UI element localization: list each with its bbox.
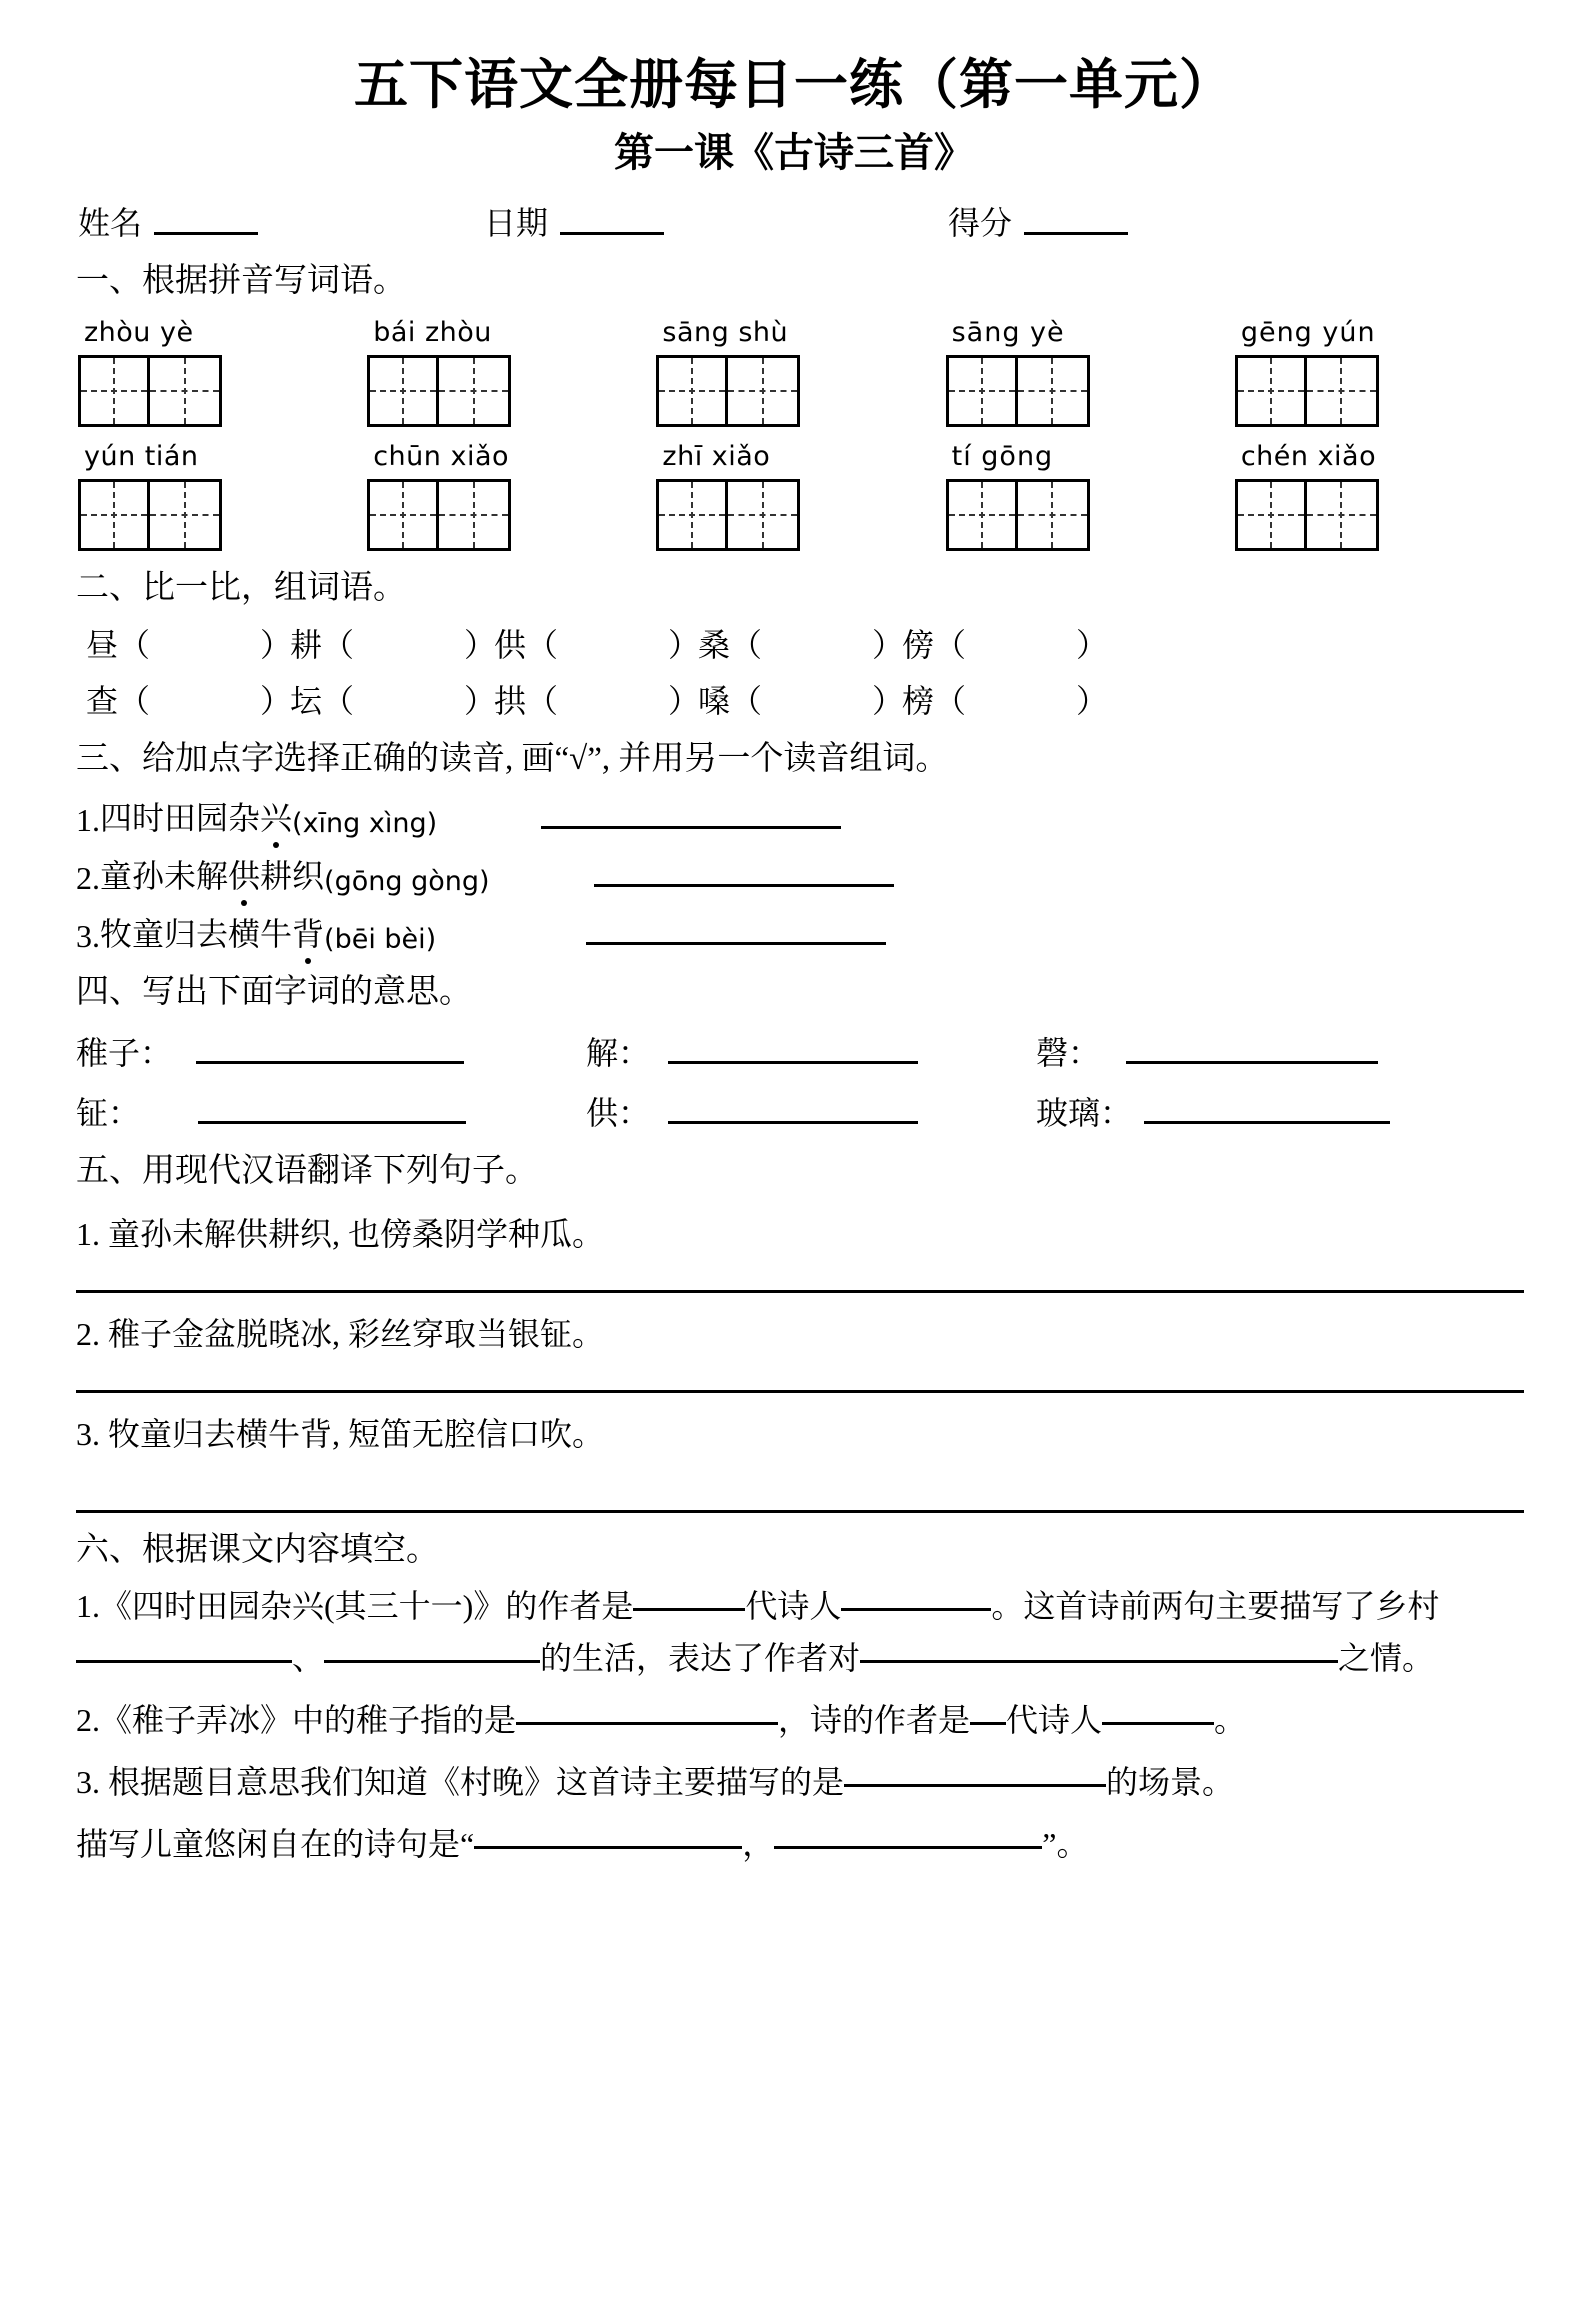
fill-item-4 (64, 1819, 1524, 1871)
paren-close: ） (464, 682, 497, 719)
fill-item-2 (64, 1695, 1524, 1747)
meaning-item (586, 1088, 1036, 1134)
fill-text: 代诗人 (745, 1588, 842, 1625)
answer-blank[interactable] (594, 883, 894, 887)
pinyin-label: yún tián (84, 440, 199, 472)
fill-text: 1.《四时田园杂兴(其三十一)》的作者是 (76, 1588, 634, 1625)
tianzige-box[interactable] (656, 479, 728, 551)
score-blank[interactable] (1024, 231, 1128, 235)
translate-item-2: 2. 稚子金盆脱晓冰, 彩丝穿取当银钲。 (76, 1315, 605, 1352)
paren-close: ） (1076, 626, 1109, 663)
fill-text: 之情。 (1338, 1640, 1435, 1677)
tianzige-box[interactable] (78, 479, 150, 551)
score-field-group[interactable] (948, 198, 1132, 244)
tianzige-box[interactable] (1235, 355, 1307, 427)
meaning-row-2 (64, 1088, 1524, 1134)
paren-close: ） (872, 626, 905, 663)
pinyin-label: sāng shù (662, 316, 789, 348)
item-number: 3. (76, 917, 100, 954)
pinyin-cell (367, 317, 656, 427)
fill-blank[interactable] (76, 1659, 292, 1663)
compare-char: 查 (86, 682, 119, 719)
pronunciation-item-2 (64, 851, 1524, 897)
fill-text: ，诗的作者是 (778, 1702, 971, 1739)
fill-text: 的场景。 (1106, 1763, 1235, 1800)
meaning-item (1036, 1088, 1476, 1134)
tianzige-group[interactable] (1235, 355, 1524, 427)
pinyin-cell (946, 441, 1235, 551)
pinyin-choices[interactable]: (bēi bèi) (324, 923, 437, 955)
meaning-label: 玻璃： (1036, 1094, 1133, 1131)
section-3-heading: 三、给加点字选择正确的读音, 画“√”, 并用另一个读音组词。 (76, 740, 949, 777)
pinyin-row-2 (64, 441, 1524, 551)
meaning-label: 钲： (76, 1094, 141, 1131)
meaning-row-1 (64, 1028, 1524, 1074)
pinyin-cell (367, 441, 656, 551)
tianzige-box[interactable] (728, 479, 800, 551)
meaning-item (76, 1028, 586, 1074)
section-4-heading: 四、写出下面字词的意思。 (76, 973, 472, 1010)
answer-blank[interactable] (541, 825, 841, 829)
paren-open: （ (322, 626, 355, 663)
tianzige-box[interactable] (439, 355, 511, 427)
tianzige-box[interactable] (946, 355, 1018, 427)
meaning-blank[interactable] (668, 1060, 918, 1064)
fill-blank[interactable] (774, 1845, 1042, 1849)
fill-text: 代诗人 (1006, 1702, 1103, 1739)
page-title: 五下语文全册每日一练（第一单元） (354, 55, 1234, 115)
date-blank[interactable] (560, 231, 664, 235)
paren-close: ） (668, 682, 701, 719)
translate-answer-rule[interactable] (76, 1389, 1524, 1393)
meaning-label: 解： (586, 1034, 651, 1071)
pinyin-label: tí gōng (951, 440, 1054, 472)
pinyin-label: chén xiǎo (1240, 440, 1377, 472)
pinyin-row-1 (64, 317, 1524, 427)
compare-char: 拱 (494, 682, 527, 719)
fill-text: 的生活，表达了作者对 (540, 1640, 861, 1677)
name-field-group[interactable] (78, 198, 262, 244)
fill-blank[interactable] (841, 1607, 991, 1611)
compare-char: 供 (494, 626, 527, 663)
translate-item-1: 1. 童孙未解供耕织, 也傍桑阴学种瓜。 (76, 1215, 605, 1252)
compare-char: 昼 (86, 626, 119, 663)
tianzige-box[interactable] (78, 355, 150, 427)
pinyin-cell (78, 441, 367, 551)
compare-char: 耕 (290, 626, 323, 663)
fill-blank[interactable] (970, 1721, 1006, 1725)
pinyin-choices[interactable]: (gōng gòng) (324, 865, 490, 897)
tianzige-group[interactable] (78, 355, 367, 427)
paren-open: （ (730, 682, 763, 719)
paren-close: ） (872, 682, 905, 719)
fill-item-3 (64, 1757, 1524, 1809)
fill-text: 、 (292, 1640, 325, 1677)
student-meta-row (64, 198, 1524, 244)
fill-text: 。这首诗前两句主要描写了乡村 (991, 1588, 1440, 1625)
tianzige-box[interactable] (656, 355, 728, 427)
paren-close: ） (260, 682, 293, 719)
pronunciation-item-1 (64, 793, 1524, 839)
date-field-group[interactable] (484, 198, 668, 244)
compare-row-2 (64, 676, 1524, 722)
tianzige-box[interactable] (946, 479, 1018, 551)
translate-answer-rule[interactable] (76, 1509, 1524, 1513)
compare-char: 嗓 (698, 682, 731, 719)
compare-item[interactable] (902, 620, 1109, 666)
translate-answer-rule[interactable] (76, 1289, 1524, 1293)
fill-blank[interactable] (324, 1659, 540, 1663)
meaning-label: 供： (586, 1094, 651, 1131)
section-2-heading: 二、比一比，组词语。 (76, 569, 406, 606)
compare-item[interactable] (86, 676, 293, 722)
pinyin-label: sāng yè (951, 316, 1065, 348)
item-text-pre: 童孙未解 (100, 857, 229, 894)
fill-text: 2.《稚子弄冰》中的稚子指的是 (76, 1702, 517, 1739)
compare-char: 榜 (902, 682, 935, 719)
fill-blank[interactable] (516, 1721, 778, 1725)
name-label: 姓名 (78, 205, 143, 242)
pinyin-label: zhòu yè (84, 316, 194, 348)
pinyin-cell (1235, 317, 1524, 427)
item-number: 2. (76, 859, 100, 896)
tianzige-group[interactable] (367, 355, 656, 427)
section-6-heading: 六、根据课文内容填空。 (76, 1531, 439, 1568)
fill-blank[interactable] (1102, 1721, 1214, 1725)
paren-open: （ (526, 626, 559, 663)
compare-item[interactable] (86, 620, 293, 666)
fill-item-1 (64, 1581, 1524, 1685)
paren-close: ） (464, 626, 497, 663)
date-label: 日期 (484, 205, 549, 242)
item-number: 1. (76, 801, 100, 838)
pinyin-label: bái zhòu (373, 316, 492, 348)
compare-char: 坛 (290, 682, 323, 719)
pinyin-cell (946, 317, 1235, 427)
fill-blank[interactable] (860, 1659, 1122, 1663)
tianzige-group[interactable] (367, 479, 656, 551)
tianzige-group[interactable] (946, 355, 1235, 427)
compare-item[interactable] (902, 676, 1109, 722)
compare-item[interactable] (290, 676, 497, 722)
pronunciation-item-3 (64, 909, 1524, 955)
compare-char: 桑 (698, 626, 731, 663)
meaning-blank[interactable] (198, 1120, 466, 1124)
dotted-character: 兴 (260, 793, 292, 839)
tianzige-group[interactable] (656, 479, 945, 551)
meaning-item (76, 1088, 586, 1134)
compare-row-1 (64, 620, 1524, 666)
section-5-heading: 五、用现代汉语翻译下列句子。 (76, 1152, 538, 1189)
dotted-character: 供 (228, 851, 260, 897)
fill-text: 描写儿童悠闲自在的诗句是“ (76, 1825, 475, 1862)
fill-text: ”。 (1042, 1825, 1089, 1862)
paren-open: （ (934, 682, 967, 719)
tianzige-box[interactable] (367, 355, 439, 427)
paren-close: ） (1076, 682, 1109, 719)
tianzige-box[interactable] (728, 355, 800, 427)
tianzige-box[interactable] (1307, 479, 1379, 551)
meaning-item (1036, 1028, 1476, 1074)
tianzige-box[interactable] (1018, 355, 1090, 427)
paren-close: ） (260, 626, 293, 663)
meaning-blank[interactable] (196, 1060, 464, 1064)
tianzige-box[interactable] (439, 479, 511, 551)
compare-item[interactable] (698, 676, 905, 722)
pinyin-cell (1235, 441, 1524, 551)
tianzige-group[interactable] (946, 479, 1235, 551)
tianzige-box[interactable] (150, 479, 222, 551)
section-1-heading: 一、根据拼音写词语。 (76, 263, 406, 300)
fill-blank[interactable] (633, 1607, 745, 1611)
item-text-pre: 四时田园杂 (100, 799, 261, 836)
tianzige-group[interactable] (1235, 479, 1524, 551)
page-subtitle: 第一课《古诗三首》 (614, 130, 974, 176)
pinyin-label: gēng yún (1240, 316, 1376, 348)
fill-blank[interactable] (844, 1783, 1106, 1787)
meaning-item (586, 1028, 1036, 1074)
dotted-character: 背 (292, 909, 324, 955)
paren-open: （ (322, 682, 355, 719)
item-text-post: 耕织 (260, 857, 325, 894)
item-text-pre: 牧童归去横牛 (100, 915, 293, 952)
pinyin-cell (656, 441, 945, 551)
tianzige-box[interactable] (1235, 479, 1307, 551)
compare-item[interactable] (494, 620, 701, 666)
meaning-blank[interactable] (1144, 1120, 1390, 1124)
meaning-label: 稚子： (76, 1034, 173, 1071)
meaning-blank[interactable] (668, 1120, 918, 1124)
compare-item[interactable] (290, 620, 497, 666)
fill-text: ， (742, 1825, 775, 1862)
pinyin-label: chūn xiǎo (373, 440, 510, 472)
answer-blank[interactable] (586, 941, 886, 945)
tianzige-box[interactable] (150, 355, 222, 427)
compare-item[interactable] (698, 620, 905, 666)
tianzige-box[interactable] (1018, 479, 1090, 551)
meaning-blank[interactable] (1126, 1060, 1378, 1064)
fill-text: 3. 根据题目意思我们知道《村晚》这首诗主要描写的是 (76, 1763, 845, 1800)
tianzige-box[interactable] (367, 479, 439, 551)
pinyin-cell (78, 317, 367, 427)
score-label: 得分 (948, 205, 1013, 242)
paren-open: （ (934, 626, 967, 663)
paren-open: （ (526, 682, 559, 719)
tianzige-group[interactable] (656, 355, 945, 427)
meaning-label: 磬： (1036, 1034, 1101, 1071)
pinyin-choices[interactable]: (xīng xìng) (292, 807, 438, 839)
pinyin-cell (656, 317, 945, 427)
compare-item[interactable] (494, 676, 701, 722)
worksheet-page (0, 54, 1588, 2300)
tianzige-box[interactable] (1307, 355, 1379, 427)
paren-open: （ (118, 682, 151, 719)
paren-open: （ (118, 626, 151, 663)
compare-char: 傍 (902, 626, 935, 663)
fill-text: 。 (1214, 1702, 1247, 1739)
translate-item-3: 3. 牧童归去横牛背, 短笛无腔信口吹。 (76, 1415, 605, 1452)
tianzige-group[interactable] (78, 479, 367, 551)
paren-open: （ (730, 626, 763, 663)
pinyin-label: zhī xiǎo (662, 440, 771, 472)
fill-blank[interactable] (474, 1845, 742, 1849)
fill-blank[interactable] (1122, 1659, 1338, 1663)
paren-close: ） (668, 626, 701, 663)
name-blank[interactable] (154, 231, 258, 235)
